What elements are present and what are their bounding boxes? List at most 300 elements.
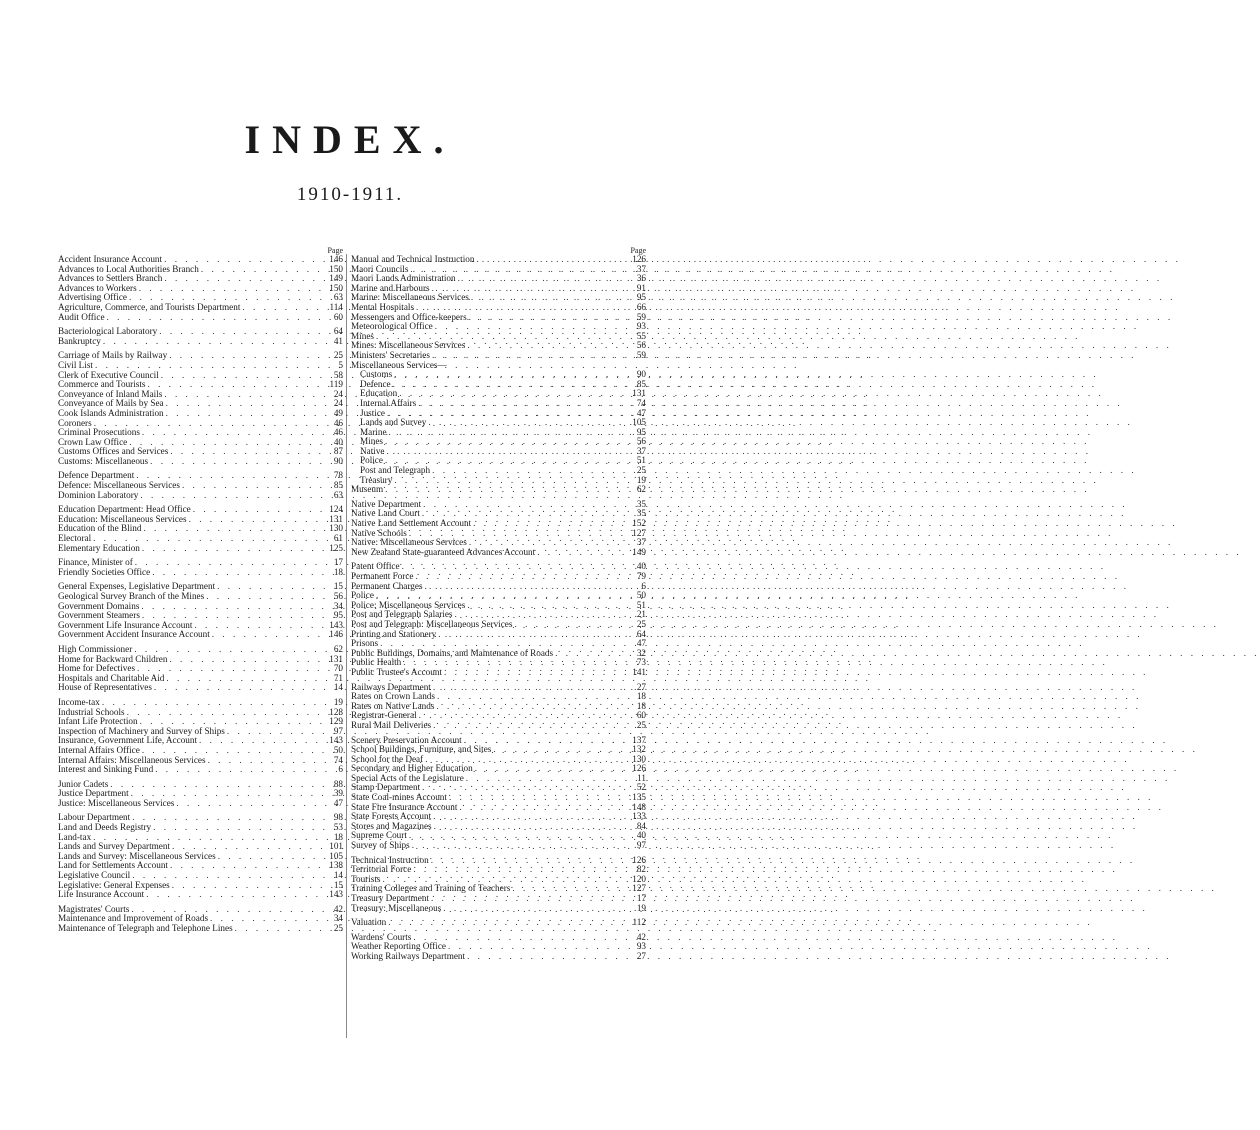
- index-entry: [346, 485, 646, 495]
- entry-page-number: 60: [636, 710, 646, 721]
- entry-name: Legislative Council: [58, 870, 131, 881]
- entry-page-number: 47: [636, 638, 646, 649]
- index-entry: [346, 668, 646, 678]
- entry-page-number: 143: [329, 619, 343, 630]
- index-entry: [58, 630, 346, 640]
- index-column-right: [346, 246, 646, 962]
- entry-name: Industrial Schools: [58, 706, 125, 717]
- entry-name: Public Trustee's Account: [351, 666, 442, 677]
- entry-name: Post and Telegraph: Miscellaneous Services: [351, 618, 513, 629]
- entry-page-number: 24: [333, 388, 343, 399]
- entry-name: Government Accident Insurance Account: [58, 629, 210, 640]
- entry-name: Police: Miscellaneous Services: [351, 599, 466, 610]
- entry-page-number: 25: [333, 923, 343, 933]
- entry-page-number: 27: [636, 950, 646, 961]
- entry-page-number: 14: [333, 870, 343, 881]
- entry-page-number: 138: [329, 860, 343, 871]
- entry-name: Advances to Local Authorities Branch: [58, 263, 199, 274]
- entry-name: Native Schools: [351, 527, 407, 538]
- entry-page-number: 149: [632, 546, 646, 557]
- entry-page-number: 143: [329, 735, 343, 746]
- entry-name: Marine: [360, 426, 387, 437]
- entry-name: Customs: Miscellaneous: [58, 455, 149, 466]
- entry-page-number: 97: [333, 725, 343, 736]
- index-entry: [58, 337, 346, 347]
- entry-page-number: 150: [329, 282, 343, 293]
- entry-page-number: 85: [333, 480, 343, 491]
- entry-name: Mines: [360, 436, 383, 447]
- entry-name: Survey of Ships: [351, 840, 410, 851]
- entry-page-number: 84: [636, 820, 646, 831]
- entry-name: General Expenses, Legislative Department: [58, 581, 216, 592]
- entry-name: Special Acts of the Legislature: [351, 772, 464, 783]
- entry-name: Education Department: Head Office: [58, 504, 191, 515]
- index-entries-right: [346, 255, 646, 962]
- index-entry: [58, 313, 346, 323]
- leader-dots: [148, 457, 321, 467]
- entry-name: Electoral: [58, 533, 92, 544]
- entry-page-number: 70: [333, 663, 343, 674]
- entry-page-number: 40: [333, 436, 343, 447]
- leader-dots: [465, 952, 624, 962]
- entry-name: Stamp Department: [351, 782, 421, 793]
- index-entry: [346, 548, 646, 558]
- entry-name: Interest and Sinking Fund: [58, 764, 154, 775]
- entry-page-number: 87: [333, 446, 343, 457]
- entry-page-number: 36: [636, 273, 646, 284]
- entry-name: High Commissioner: [58, 643, 133, 654]
- page-column-label: Page: [327, 246, 343, 255]
- page-subtitle: 1910-1911.: [296, 184, 404, 205]
- entry-page-number: 137: [632, 734, 646, 745]
- entry-page-number: 152: [632, 518, 646, 529]
- entry-name: Income-tax: [58, 696, 100, 707]
- entry-name: Working Railways Department: [351, 950, 466, 961]
- entry-name: Police: [360, 455, 383, 466]
- entry-name: Treasury: [360, 474, 393, 485]
- entry-name: School Buildings, Furniture, and Sites: [351, 744, 492, 755]
- entry-page-number: 42: [636, 931, 646, 942]
- entry-page-number: 79: [636, 571, 646, 581]
- entry-name: Rural Mail Deliveries: [351, 719, 432, 730]
- entry-page-number: 74: [636, 397, 646, 408]
- entry-name: Land and Deeds Registry: [58, 822, 152, 833]
- entry-name: Treasury: Miscellaneous: [351, 902, 442, 913]
- entry-name: Legislative: General Expenses: [58, 879, 170, 890]
- entry-name: Magistrates' Courts: [58, 903, 130, 914]
- entry-name: Messengers and Office-keepers: [351, 311, 467, 322]
- entry-page-number: 34: [333, 600, 343, 611]
- entry-name: Accident Insurance Account: [58, 254, 163, 264]
- entry-name: Defence: Miscellaneous Services: [58, 480, 180, 491]
- entry-name: Mines: [351, 330, 374, 341]
- entry-page-number: 90: [636, 369, 646, 380]
- entry-name: Inspection of Machinery and Survey of Ships: [58, 725, 225, 736]
- entry-page-number: 25: [636, 618, 646, 629]
- entry-name: Government Domains: [58, 600, 140, 611]
- entry-page-number: 150: [329, 263, 343, 274]
- entry-page-number: 126: [632, 254, 646, 264]
- entry-name: Native Land Court: [351, 508, 420, 519]
- entry-page-number: 18: [636, 700, 646, 711]
- entry-name: Internal Affairs Office: [58, 744, 140, 755]
- page-title: INDEX.: [244, 117, 456, 162]
- entry-page-number: 105: [329, 850, 343, 861]
- entry-name: Advances to Workers: [58, 282, 137, 293]
- entry-page-number: 66: [636, 301, 646, 312]
- entry-name: Museum: [351, 484, 384, 495]
- entry-name: Defence Department: [58, 470, 135, 481]
- entry-name: Advances to Settlers Branch: [58, 273, 163, 284]
- entry-page-number: 120: [632, 873, 646, 884]
- entry-page-number: 18: [333, 831, 343, 842]
- entry-name: Miscellaneous Services—: [351, 359, 447, 370]
- leader-dots: [174, 799, 321, 809]
- index-entry: [58, 765, 346, 775]
- entry-page-number: 71: [333, 672, 343, 683]
- index-entry: [346, 841, 646, 851]
- index-entry: [58, 890, 346, 900]
- entry-name: Education of the Blind: [58, 523, 142, 534]
- entry-name: Supreme Court: [351, 830, 407, 841]
- entry-name: Maori Lands Administration: [351, 273, 456, 284]
- entry-page-number: 46: [333, 417, 343, 428]
- leader-dots: [383, 485, 624, 495]
- entry-page-number: 18: [333, 566, 343, 577]
- entry-page-number: 127: [632, 527, 646, 538]
- entry-page-number: 52: [636, 782, 646, 793]
- entry-name: State Fire Insurance Account: [351, 801, 458, 812]
- entry-page-number: 49: [333, 407, 343, 418]
- entry-page-number: 91: [636, 282, 646, 293]
- entry-page-number: 119: [329, 379, 343, 390]
- leader-dots: [152, 683, 321, 693]
- index-entry: [58, 924, 346, 934]
- entry-name: Justice: [360, 407, 386, 418]
- entry-page-number: 55: [636, 330, 646, 341]
- entry-page-number: 93: [636, 941, 646, 952]
- entry-name: Wardens' Courts: [351, 931, 412, 942]
- entry-page-number: 146: [329, 629, 343, 640]
- entry-page-number: 17: [636, 893, 646, 903]
- entry-name: Commerce and Tourists: [58, 379, 146, 390]
- leader-dots: [105, 313, 321, 323]
- entry-name: Internal Affairs: Miscellaneous Services: [58, 754, 206, 765]
- entry-name: Justice: Miscellaneous Services: [58, 797, 175, 808]
- entry-name: Weather Reporting Office: [351, 941, 447, 952]
- entry-page-number: 27: [636, 681, 646, 692]
- entry-page-number: 126: [632, 763, 646, 774]
- entry-page-number: 126: [632, 854, 646, 865]
- entry-name: Treasury Department: [351, 893, 429, 903]
- leader-dots: [442, 668, 624, 678]
- entry-page-number: 85: [636, 378, 646, 389]
- entry-name: Scenery Preservation Account: [351, 734, 462, 745]
- entry-page-number: 95: [636, 292, 646, 303]
- entry-page-number: 37: [636, 263, 646, 274]
- entry-name: Friendly Societies Office: [58, 566, 151, 577]
- entry-name: Rates on Crown Lands: [351, 691, 435, 702]
- entry-name: Clerk of Executive Council: [58, 369, 159, 380]
- entry-name: Public Buildings, Domains, and Maintenance of Roads: [351, 647, 554, 658]
- entry-page-number: 15: [333, 581, 343, 592]
- leader-dots: [430, 351, 624, 361]
- entry-page-number: 143: [329, 889, 343, 900]
- entry-name: Land for Settlements Account: [58, 860, 168, 871]
- leader-dots: [233, 924, 321, 934]
- entry-name: Prisons: [351, 638, 379, 649]
- entry-page-number: 37: [636, 445, 646, 456]
- entry-page-number: 141: [632, 666, 646, 677]
- entry-page-number: 40: [636, 561, 646, 572]
- entry-name: Geological Survey Branch of the Mines: [58, 591, 205, 601]
- entry-name: Government Steamers: [58, 610, 140, 621]
- entry-name: Government Life Insurance Account: [58, 619, 193, 630]
- entry-page-number: 32: [636, 647, 646, 658]
- leader-dots: [153, 765, 321, 775]
- entry-page-number: 6: [641, 580, 646, 591]
- entry-name: Bankruptcy: [58, 335, 101, 346]
- entry-page-number: 25: [636, 465, 646, 476]
- entry-name: Mines: Miscellaneous Services: [351, 340, 466, 351]
- entry-name: Tourists: [351, 873, 381, 884]
- entry-name: Manual and Technical Instruction: [351, 254, 475, 264]
- entry-page-number: 41: [333, 335, 343, 346]
- entry-page-number: 5: [338, 359, 343, 370]
- index-entry: [346, 918, 646, 928]
- leader-dots: [535, 548, 624, 558]
- entry-name: Cook Islands Administration: [58, 407, 164, 418]
- entry-name: Junior Cadets: [58, 778, 109, 789]
- entry-name: Maintenance of Telegraph and Telephone Lines: [58, 923, 233, 933]
- entry-page-number: 34: [333, 913, 343, 924]
- entry-name: Meteorological Office: [351, 321, 433, 332]
- entry-page-number: 47: [333, 797, 343, 808]
- entry-name: Dominion Laboratory: [58, 489, 139, 500]
- entry-page-number: 24: [333, 398, 343, 409]
- entry-page-number: 56: [333, 591, 343, 601]
- entry-name: Conveyance of Inland Mails: [58, 388, 163, 399]
- entry-name: Crown Law Office: [58, 436, 128, 447]
- entry-name: Marine and Harbours: [351, 282, 430, 293]
- entry-page-number: 47: [636, 407, 646, 418]
- leader-dots: [210, 630, 321, 640]
- entry-page-number: 131: [329, 653, 343, 664]
- index-entry: [58, 457, 346, 467]
- index-entry: [58, 568, 346, 578]
- entry-page-number: 131: [329, 513, 343, 524]
- entry-name: Marine: Miscellaneous Services: [351, 292, 469, 303]
- entry-page-number: 19: [636, 902, 646, 913]
- entry-page-number: 59: [636, 349, 646, 360]
- entry-name: Coroners: [58, 417, 92, 428]
- entry-name: Lands and Survey: Miscellaneous Services: [58, 850, 216, 861]
- index-entry: [346, 952, 646, 962]
- entry-page-number: 101: [329, 841, 343, 852]
- entry-page-number: 105: [632, 417, 646, 428]
- entry-name: State Forests Account: [351, 811, 432, 822]
- entry-page-number: 133: [632, 811, 646, 822]
- entry-name: Police: [351, 590, 374, 601]
- entry-page-number: 35: [636, 508, 646, 519]
- entry-name: Stores and Magazines: [351, 820, 432, 831]
- entry-page-number: 40: [636, 830, 646, 841]
- entry-name: Audit Office: [58, 311, 105, 322]
- entry-name: Home for Defectives: [58, 663, 136, 674]
- entry-name: Public Health: [351, 657, 402, 668]
- entry-page-number: 11: [637, 772, 646, 783]
- index-entry: [58, 799, 346, 809]
- entry-page-number: 35: [636, 498, 646, 509]
- entry-name: Maori Councils: [351, 263, 409, 274]
- entry-name: Printing and Stationery: [351, 628, 437, 639]
- entry-name: Patent Office: [351, 561, 400, 572]
- entry-page-number: 82: [636, 864, 646, 875]
- entry-page-number: 64: [636, 628, 646, 639]
- entry-page-number: 58: [333, 369, 343, 380]
- entry-page-number: 135: [632, 792, 646, 803]
- entry-page-number: 130: [329, 523, 343, 534]
- entry-name: Rates on Native Lands: [351, 700, 435, 711]
- entry-page-number: 39: [333, 788, 343, 799]
- entry-page-number: 127: [632, 883, 646, 894]
- entry-page-number: 95: [333, 610, 343, 621]
- entry-page-number: 21: [636, 609, 646, 620]
- entry-page-number: 129: [329, 716, 343, 727]
- entry-page-number: 46: [333, 427, 343, 438]
- entry-name: Mental Hospitals: [351, 301, 415, 312]
- entry-page-number: 51: [636, 599, 646, 610]
- entry-page-number: 42: [333, 903, 343, 914]
- entry-name: House of Representatives: [58, 682, 152, 693]
- entry-page-number: 90: [333, 455, 343, 466]
- entry-page-number: 25: [333, 350, 343, 361]
- entry-name: Labour Department: [58, 812, 131, 823]
- entry-page-number: 148: [632, 801, 646, 812]
- leader-dots: [138, 491, 321, 501]
- entry-name: Valuation: [351, 917, 387, 928]
- entry-page-number: 95: [636, 426, 646, 437]
- entry-name: Bacteriological Laboratory: [58, 326, 158, 337]
- entry-page-number: 56: [636, 340, 646, 351]
- leader-dots: [101, 337, 321, 347]
- entry-page-number: 78: [333, 470, 343, 481]
- entry-name: Elementary Education: [58, 542, 140, 553]
- entry-name: Technical Instruction: [351, 854, 429, 865]
- entry-page-number: 98: [333, 812, 343, 823]
- index-entry: [58, 544, 346, 554]
- entry-page-number: 50: [333, 744, 343, 755]
- entry-name: Agriculture, Commerce, and Tourists Department: [58, 301, 241, 312]
- index-entry: [58, 491, 346, 501]
- index-entry: [346, 904, 646, 914]
- entry-name: Internal Affairs: [360, 397, 417, 408]
- leader-dots: [431, 721, 624, 731]
- entry-name: Native: Miscellaneous Services: [351, 537, 467, 548]
- entry-page-number: 14: [333, 682, 343, 693]
- leader-dots: [140, 544, 321, 554]
- leader-dots: [386, 918, 624, 928]
- entry-name: New Zealand State-guaranteed Advances Account: [351, 546, 536, 557]
- entry-page-number: 63: [333, 292, 343, 303]
- entry-name: School for the Deaf: [351, 753, 424, 764]
- entry-page-number: 37: [636, 537, 646, 548]
- leader-dots: [144, 890, 321, 900]
- leader-dots: [441, 904, 624, 914]
- entry-page-number: 124: [329, 504, 343, 515]
- entry-name: Registrar-General: [351, 710, 417, 721]
- entry-name: Post and Telegraph: [360, 465, 431, 476]
- entry-name: Infant Life Protection: [58, 716, 138, 727]
- entry-page-number: 130: [632, 753, 646, 764]
- entry-name: Criminal Prosecutions: [58, 427, 140, 438]
- entry-page-number: 62: [333, 643, 343, 654]
- entry-name: Justice Department: [58, 788, 129, 799]
- entry-name: State Coal-mines Account: [351, 792, 447, 803]
- entry-name: Permanent Charges: [351, 580, 423, 591]
- entry-name: Customs Offices and Services: [58, 446, 169, 457]
- entry-page-number: 114: [329, 301, 343, 312]
- entry-name: Native Department: [351, 498, 422, 509]
- entry-page-number: 146: [329, 254, 343, 264]
- entry-name: Life Insurance Account: [58, 889, 145, 900]
- entry-name: Carriage of Mails by Railway: [58, 350, 168, 361]
- entry-name: Training Colleges and Training of Teachers: [351, 883, 511, 894]
- entry-page-number: 63: [333, 489, 343, 500]
- entry-page-number: 56: [636, 436, 646, 447]
- entry-name: Railways Department: [351, 681, 431, 692]
- entry-page-number: 25: [636, 719, 646, 730]
- entry-name: Native: [360, 445, 385, 456]
- entry-page-number: 19: [636, 474, 646, 485]
- index-entry: [346, 721, 646, 731]
- leader-dots: [410, 841, 624, 851]
- entry-page-number: 17: [333, 557, 343, 568]
- entry-name: Finance, Minister of: [58, 557, 133, 568]
- entry-page-number: 15: [333, 879, 343, 890]
- entry-page-number: 128: [329, 706, 343, 717]
- index-entry: [58, 683, 346, 693]
- entry-name: Home for Backward Children: [58, 653, 168, 664]
- entry-name: Land-tax: [58, 831, 92, 842]
- entry-name: Civil List: [58, 359, 93, 370]
- entry-page-number: 88: [333, 778, 343, 789]
- entry-page-number: 60: [333, 311, 343, 322]
- entry-name: Native Land Settlement Account: [351, 518, 472, 529]
- entry-page-number: 131: [632, 388, 646, 399]
- index-column-left: [58, 246, 346, 934]
- entry-page-number: 64: [333, 326, 343, 337]
- entry-page-number: 97: [636, 840, 646, 851]
- entry-page-number: 6: [338, 764, 343, 775]
- entry-name: Conveyance of Mails by Sea: [58, 398, 164, 409]
- entry-page-number: 132: [632, 744, 646, 755]
- entry-name: Post and Telegraph Salaries: [351, 609, 453, 620]
- entry-name: Permanent Force: [351, 571, 414, 581]
- entry-page-number: 73: [636, 657, 646, 668]
- entry-page-number: 18: [636, 691, 646, 702]
- entry-page-number: 62: [636, 484, 646, 495]
- entry-page-number: 149: [329, 273, 343, 284]
- entry-page-number: 61: [333, 533, 343, 544]
- entry-name: Education: Miscellaneous Services: [58, 513, 187, 524]
- leader-dots: [150, 568, 321, 578]
- entry-page-number: 93: [636, 321, 646, 332]
- entry-name: Lands and Survey: [360, 417, 427, 428]
- entry-page-number: 74: [333, 754, 343, 765]
- entry-page-number: 50: [636, 590, 646, 601]
- entry-name: Customs: [360, 369, 393, 380]
